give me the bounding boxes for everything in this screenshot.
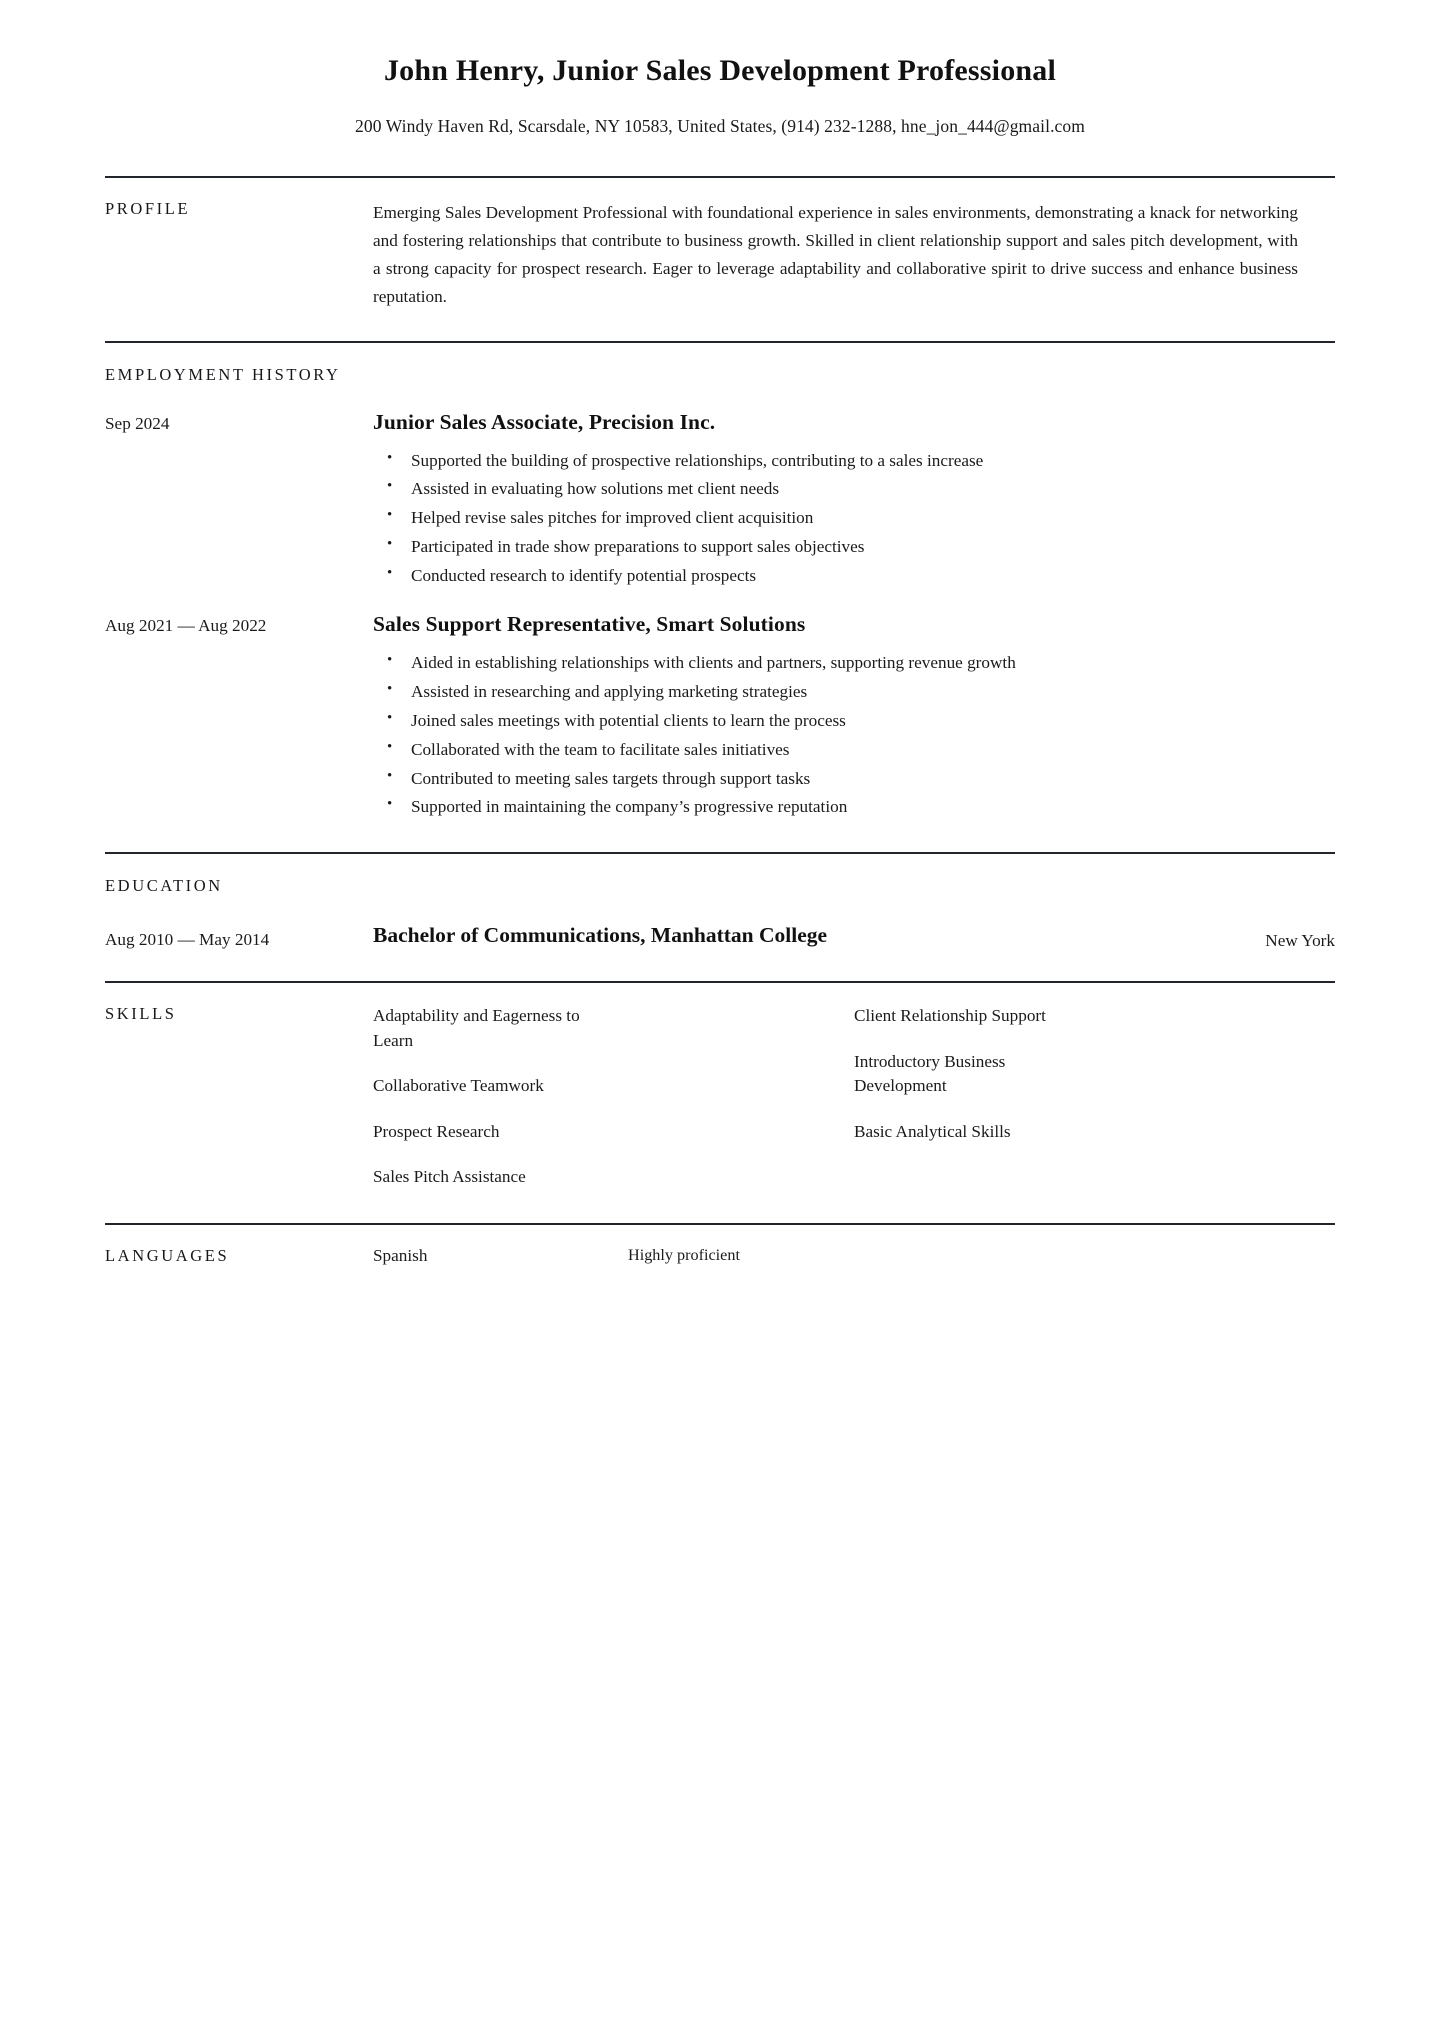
list-item: • Participated in trade show preparations to support sales objectives	[411, 533, 1335, 562]
list-item: • Conducted research to identify potential prospects	[411, 562, 1335, 591]
section-skills	[105, 983, 1335, 1223]
skill-item: Client Relationship Support	[854, 1006, 1046, 1026]
language-row	[373, 1246, 1335, 1266]
section-title-education: EDUCATION	[105, 876, 223, 896]
skill-item: Introductory Business Development	[854, 1051, 1006, 1096]
employment-entry	[105, 591, 1335, 822]
employment-entry-bullets	[373, 447, 1335, 591]
section-title-profile: PROFILE	[105, 198, 191, 218]
education-entry	[105, 900, 1335, 951]
section-title-skills: SKILLS	[105, 1004, 177, 1024]
employment-label-column	[105, 365, 373, 385]
education-entry-detail	[373, 922, 1253, 950]
section-title-employment: EMPLOYMENT HISTORY	[105, 364, 341, 384]
education-entry-degree: Bachelor of Communications, Manhattan College	[373, 923, 828, 948]
employment-entry-title: Sales Support Representative, Smart Solutions	[373, 612, 806, 637]
skills-column-left	[373, 1004, 854, 1189]
skill-item: Prospect Research	[373, 1121, 500, 1141]
section-education	[105, 854, 1335, 981]
list-item: • Aided in establishing relationships with clients and partners, supporting revenue growth	[411, 649, 1335, 678]
skills-column-right	[854, 1004, 1335, 1189]
employment-entry-bullets	[373, 649, 1335, 822]
list-item: • Contributed to meeting sales targets through support tasks	[411, 765, 1335, 794]
skill-item: Basic Analytical Skills	[854, 1121, 1011, 1141]
section-employment	[105, 343, 1335, 853]
employment-entry	[105, 389, 1335, 591]
employment-entry-date: Aug 2021 — Aug 2022	[105, 616, 267, 636]
resume-content	[105, 0, 1335, 1296]
education-label-column	[105, 876, 373, 896]
skill-item: Collaborative Teamwork	[373, 1076, 544, 1096]
skill-item: Adaptability and Eagerness to Learn	[373, 1006, 580, 1050]
education-entry-date: Aug 2010 — May 2014	[105, 930, 270, 950]
language-name: Spanish	[373, 1246, 428, 1266]
page-title: John Henry, Junior Sales Development Professional	[383, 54, 1057, 87]
section-languages	[105, 1225, 1335, 1296]
section-profile	[105, 178, 1335, 341]
section-title-languages: LANGUAGES	[105, 1246, 230, 1266]
profile-label-column	[105, 199, 373, 311]
skill-item: Sales Pitch Assistance	[373, 1166, 526, 1186]
languages-body-column	[373, 1246, 1335, 1266]
skills-body-column	[373, 1004, 1335, 1189]
employment-entry-detail	[373, 409, 1335, 591]
education-entry-location: New York	[1265, 931, 1335, 951]
profile-body-column	[373, 199, 1335, 311]
list-item: • Supported in maintaining the company’s progressive reputation	[411, 793, 1335, 822]
list-item: • Supported the building of prospective relationships, contributing to a sales increase	[411, 447, 1335, 476]
language-level: Highly proficient	[628, 1246, 740, 1265]
employment-entry-date: Sep 2024	[105, 413, 170, 433]
list-item: • Assisted in researching and applying marketing strategies	[411, 678, 1335, 707]
education-header-row	[105, 854, 1335, 900]
contact-line: 200 Windy Haven Rd, Scarsdale, NY 10583, United States, (914) 232-1288, hne_jon_444@gmail.com	[355, 115, 1085, 136]
list-item: • Assisted in evaluating how solutions met client needs	[411, 475, 1335, 504]
employment-entry-title: Junior Sales Associate, Precision Inc.	[373, 409, 716, 434]
employment-header-row	[105, 343, 1335, 389]
skills-columns	[373, 1004, 1335, 1189]
languages-label-column	[105, 1246, 373, 1266]
list-item: • Collaborated with the team to facilitate sales initiatives	[411, 736, 1335, 765]
list-item: • Joined sales meetings with potential clients to learn the process	[411, 707, 1335, 736]
list-item: • Helped revise sales pitches for improved client acquisition	[411, 504, 1335, 533]
profile-summary-text: Emerging Sales Development Professional with foundational experience in sales environments, demonstrating a knack for networking and fostering relationships that contribute to business growth. Skilled in client relationship support and sales pitch development, with a strong capacity for prospect research. Eager to leverage adaptability and collaborative spirit to drive success and enhance business reputation.	[373, 202, 1298, 306]
skills-label-column	[105, 1004, 373, 1189]
employment-entry-detail	[373, 611, 1335, 822]
